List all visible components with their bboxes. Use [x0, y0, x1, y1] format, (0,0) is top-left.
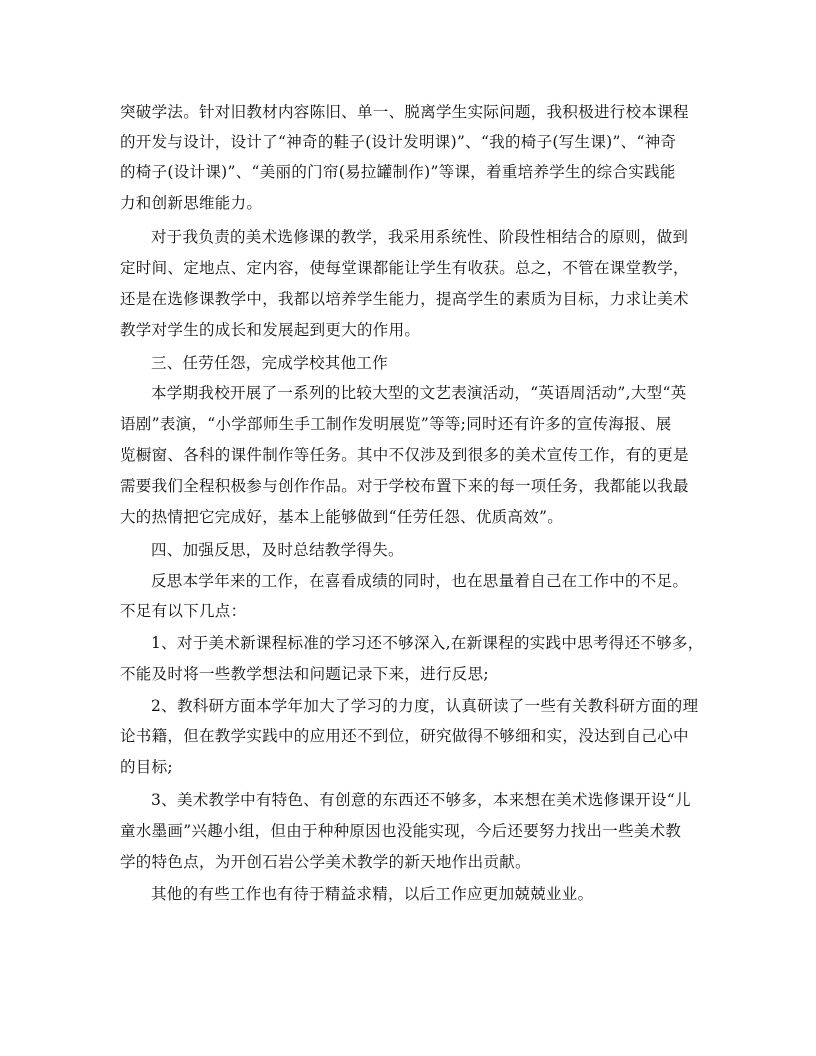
text-line: 论书籍，但在教学实践中的应用还不到位，研究做得不够细和实，没达到自己心中 — [120, 727, 689, 745]
text-line: 不足有以下几点： — [120, 602, 247, 620]
section-heading: 四、加强反思，及时总结教学得失。 — [151, 541, 404, 559]
paragraph-first-line: 其他的有些工作也有待于精益求精，以后工作应更加兢兢业业。 — [151, 885, 594, 903]
text-line: 教学对学生的成长和发展起到更大的作用。 — [120, 321, 421, 339]
text-line: 的目标; — [120, 758, 173, 776]
list-item-first-line: 1、对于美术新课程标准的学习还不够深入,在新课程的实践中思考得还不够多， — [151, 634, 704, 652]
text-line: 大的热情把它完成好，基本上能够做到“任劳任怨、优质高效”。 — [120, 508, 564, 526]
text-line: 不能及时将一些教学想法和问题记录下来，进行反思; — [120, 665, 489, 683]
text-line: 突破学法。针对旧教材内容陈旧、单一、脱离学生实际问题，我积极进行校本课程 — [120, 103, 689, 121]
text-line: 览橱窗、各科的课件制作等任务。其中不仅涉及到很多的美术宣传工作，有的更是 — [120, 446, 689, 464]
list-item-first-line: 2、教科研方面本学年加大了学习的力度，认真研读了一些有关教科研方面的理 — [151, 697, 699, 715]
text-line: 学的特色点，为开创石岩公学美术教学的新天地作出贡献。 — [120, 853, 531, 871]
text-line: 力和创新思维能力。 — [120, 194, 263, 212]
text-line: 童水墨画”兴趣小组，但由于种种原因也没能实现，今后还要努力找出一些美术教 — [120, 822, 682, 840]
section-heading: 三、任劳任怨，完成学校其他工作 — [151, 354, 389, 372]
text-line: 的椅子(设计课)”、“美丽的门帘(易拉罐制作)”等课，着重培养学生的综合实践能 — [120, 163, 676, 181]
text-line: 的开发与设计，设计了“神奇的鞋子(设计发明课)”、“我的椅子(写生课)”、“神奇 — [120, 133, 677, 151]
text-line: 定时间、定地点、定内容，使每堂课都能让学生有收获。总之，不管在课堂教学， — [120, 259, 689, 277]
paragraph-first-line: 对于我负责的美术选修课的教学，我采用系统性、阶段性相结合的原则，做到 — [151, 228, 689, 246]
text-line: 还是在选修课教学中，我都以培养学生能力，提高学生的素质为目标，力求让美术 — [120, 290, 689, 308]
paragraph-first-line: 本学期我校开展了一系列的比较大型的文艺表演活动，“英语周活动”,大型“英 — [151, 384, 687, 402]
paragraph-first-line: 反思本学年来的工作，在喜看成绩的同时，也在思量着自己在工作中的不足。 — [151, 572, 689, 590]
text-line: 需要我们全程积极参与创作作品。对于学校布置下来的每一项任务，我都能以我最 — [120, 477, 689, 495]
list-item-first-line: 3、美术教学中有特色、有创意的东西还不够多，本来想在美术选修课开设“儿 — [151, 791, 691, 809]
text-line: 语剧”表演，“小学部师生手工制作发明展览”等等;同时还有许多的宣传海报、展 — [120, 415, 672, 433]
